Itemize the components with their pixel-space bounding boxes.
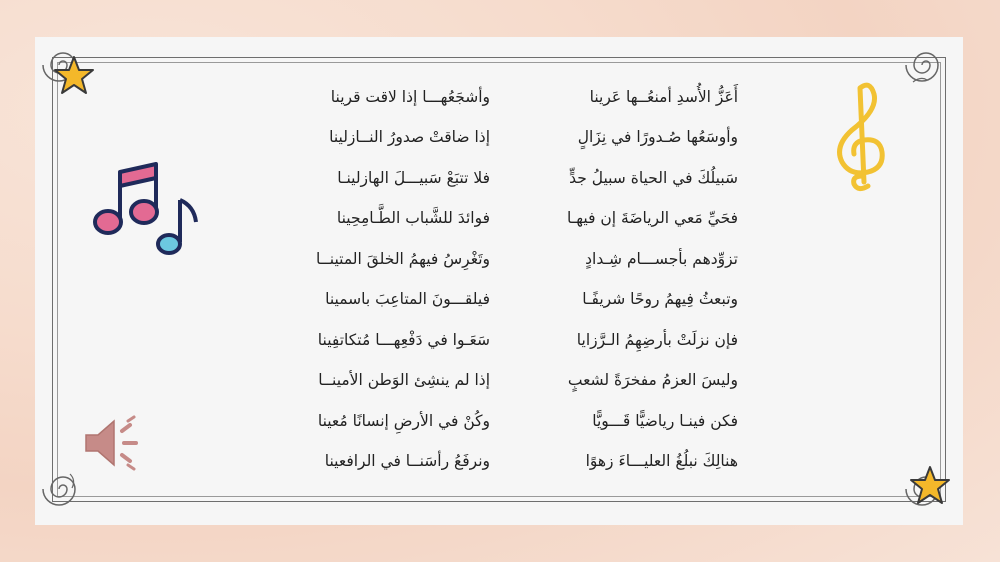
verse-line <box>250 290 750 320</box>
verse-second-hemistich: فوائدَ للشَّباب الطَّـامِحِينا <box>336 209 490 227</box>
verse-line <box>250 209 750 239</box>
star-bottom-right-icon <box>908 465 952 507</box>
treble-clef-icon <box>832 78 894 196</box>
verse-second-hemistich: وكُنْ في الأرضِ إنسانًا مُعينا <box>317 412 490 430</box>
verse-first-hemistich: فحَيِّ مَعي الرياضَةَ إن فيهـا <box>566 209 738 227</box>
verse-first-hemistich: فإن نزلَتْ بأرضِهِمُ الـرَّزايا <box>576 331 738 349</box>
verse-first-hemistich: فكن فينـا رياضيًّا قَـــويًّا <box>592 412 738 430</box>
verse-second-hemistich: وأشجَعُهـــا إذا لاقت قرينا <box>330 88 490 106</box>
verse-second-hemistich: فلا تتبَعْ سَبيـــلَ الهازلينـا <box>337 169 490 187</box>
verse-first-hemistich: وأوسَعُها صُـدورًا في نِزَالٍ <box>577 128 738 146</box>
verse-first-hemistich: سَبيلُكَ في الحياة سبيلُ جدٍّ <box>569 169 738 187</box>
verse-line <box>250 169 750 199</box>
verse-second-hemistich: إذا لم ينشِئ الوَطن الأمينــا <box>318 371 490 389</box>
verse-first-hemistich: أَعَزُّ الأُسدِ أمنعُــها عَرينا <box>589 88 738 106</box>
verse-line <box>250 331 750 361</box>
verse-second-hemistich: فيلقـــونَ المتاعِبَ باسمينا <box>325 290 490 308</box>
verse-line <box>250 88 750 118</box>
verse-first-hemistich: تزوِّدهم بأجســـام شِـدادٍ <box>585 250 738 268</box>
verse-first-hemistich: وليسَ العزمُ مفخرَةً لشعبٍ <box>567 371 738 389</box>
swirl-corner-top-right-icon <box>903 42 949 88</box>
verse-line <box>250 371 750 401</box>
verse-second-hemistich: ونرفَعُ رأسَنــا في الرافعينا <box>324 452 490 470</box>
verse-line <box>250 250 750 280</box>
verse-line <box>250 128 750 158</box>
music-notes-icon <box>88 160 203 260</box>
speaker-icon <box>82 413 152 473</box>
poem-verses <box>250 78 750 498</box>
verse-line <box>250 412 750 442</box>
verse-first-hemistich: وتبعثُ فِيهمُ روحًا شريفًـا <box>582 290 738 308</box>
star-top-left-icon <box>52 55 96 97</box>
verse-second-hemistich: إذا ضاقتْ صدورُ النــازلينا <box>329 128 490 146</box>
verse-line <box>250 452 750 482</box>
swirl-corner-bottom-left-icon <box>40 466 86 512</box>
verse-second-hemistich: سَعَـوا في دَفْعِهـــا مُتكاتفِينا <box>317 331 490 349</box>
verse-first-hemistich: هنالِكَ نبلُغُ العليـــاءَ زهوًا <box>585 452 738 470</box>
verse-second-hemistich: وتَغْرِسُ فيهمُ الخلقَ المتينــا <box>316 250 490 268</box>
